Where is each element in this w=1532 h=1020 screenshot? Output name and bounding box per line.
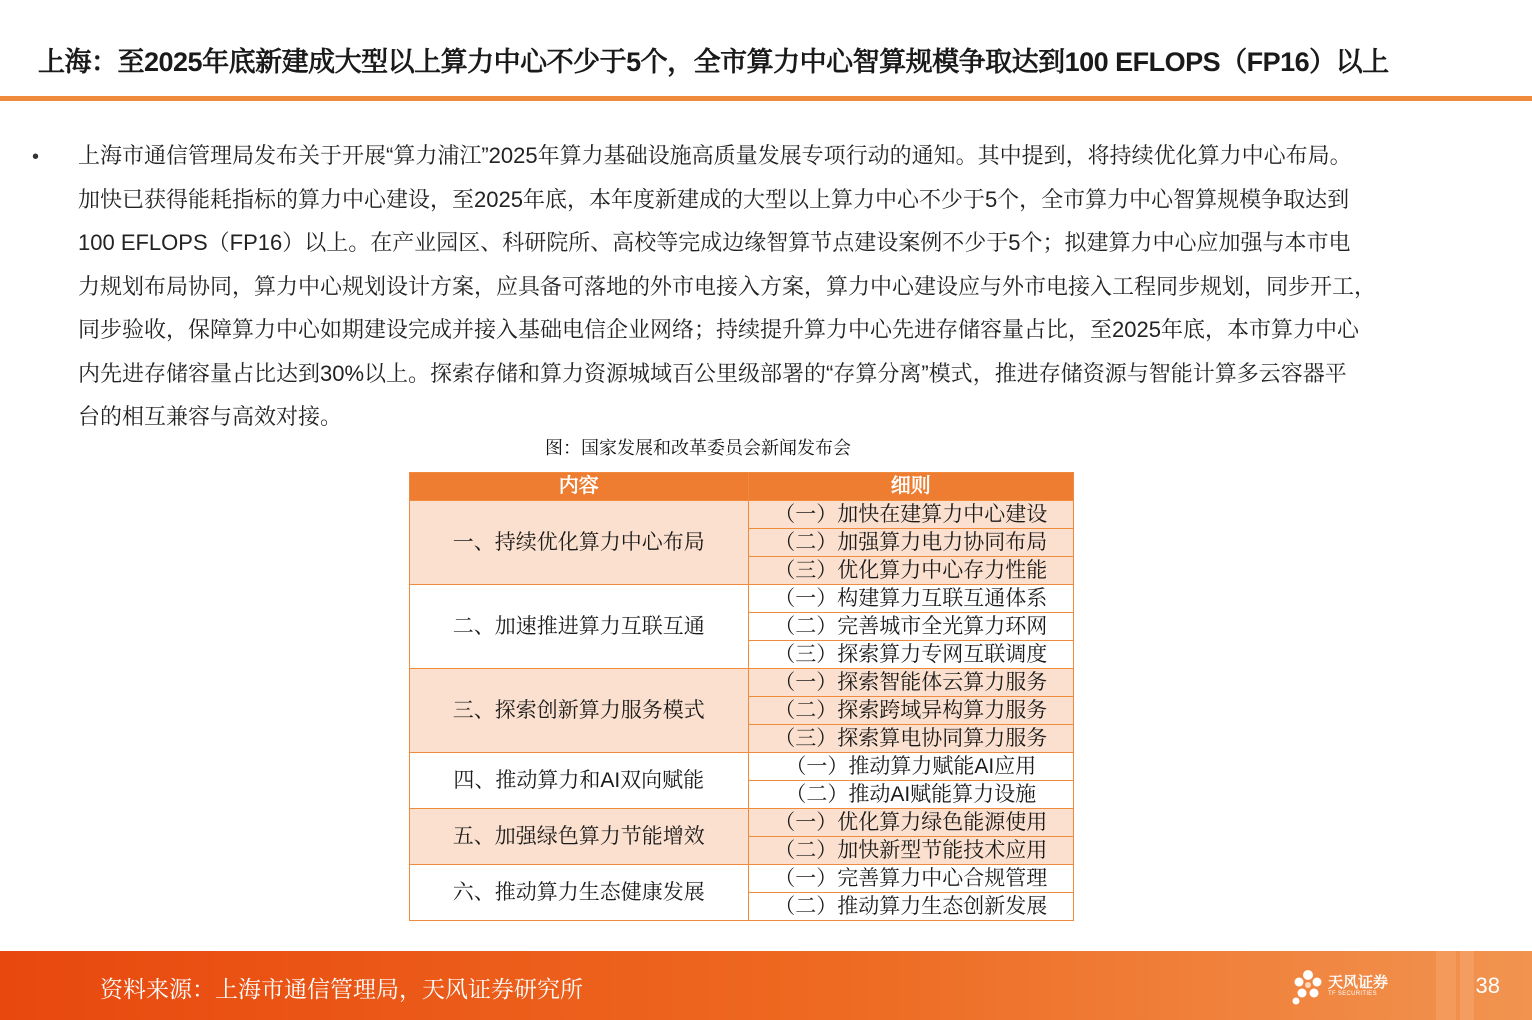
detail-cell: （一）优化算力绿色能源使用 <box>748 809 1074 837</box>
detail-cell: （二）推动AI赋能算力设施 <box>748 781 1074 809</box>
table-row <box>410 501 1074 529</box>
detail-cell: （一）完善算力中心合规管理 <box>748 865 1074 893</box>
source-note: 资料来源：上海市通信管理局，天风证券研究所 <box>100 976 583 1002</box>
table-row <box>410 809 1074 837</box>
detail-cell: （一）构建算力互联互通体系 <box>748 585 1074 613</box>
body-line: 台的相互兼容与高效对接。 <box>78 404 343 429</box>
body-line: 上海市通信管理局发布关于开展“算力浦江”2025年算力基础设施高质量发展专项行动的通知。其中提到，将持续优化算力中心布局。 <box>78 143 1352 168</box>
figure-caption: 图：国家发展和改革委员会新闻发布会 <box>545 438 851 458</box>
content-cell: 五、加强绿色算力节能增效 <box>410 809 749 865</box>
page-footer <box>0 951 1532 1020</box>
company-logo <box>1290 967 1410 1007</box>
detail-cell: （二）加强算力电力协同布局 <box>748 529 1074 557</box>
detail-cell: （二）加快新型节能技术应用 <box>748 837 1074 865</box>
title-divider <box>0 96 1532 101</box>
table-row <box>410 865 1074 893</box>
bullet-marker: • <box>32 146 40 168</box>
logo-subtext: TF SECURITIES <box>1328 991 1377 997</box>
detail-cell: （三）优化算力中心存力性能 <box>748 557 1074 585</box>
page-number-box <box>1436 951 1532 1020</box>
body-line: 同步验收，保障算力中心如期建设完成并接入基础电信企业网络；持续提升算力中心先进存储容量占比，至2025年底，本市算力中心 <box>78 317 1359 342</box>
header-detail: 细则 <box>748 473 1074 501</box>
body-line: 力规划布局协同，算力中心规划设计方案，应具备可落地的外市电接入方案，算力中心建设应与外市电接入工程同步规划，同步开工， <box>78 273 1377 299</box>
detail-cell: （三）探索算电协同算力服务 <box>748 725 1074 753</box>
content-cell: 三、探索创新算力服务模式 <box>410 669 749 753</box>
table-row <box>410 753 1074 781</box>
detail-cell: （一）加快在建算力中心建设 <box>748 501 1074 529</box>
table-row <box>410 669 1074 697</box>
content-cell: 一、持续优化算力中心布局 <box>410 501 749 585</box>
flower-logo-icon <box>1290 967 1326 1007</box>
content-cell: 四、推动算力和AI双向赋能 <box>410 753 749 809</box>
body-line: 加快已获得能耗指标的算力中心建设，至2025年底，本年度新建成的大型以上算力中心不少于5个，全市算力中心智算规模争取达到 <box>78 186 1350 212</box>
body-line: 内先进存储容量占比达到30%以上。探索存储和算力资源城域百公里级部署的“存算分离”模式，推进存储资源与智能计算多云容器平 <box>78 360 1347 386</box>
content-cell: 六、推动算力生态健康发展 <box>410 865 749 921</box>
logo-wordmark: 天风证券 <box>1328 974 1389 991</box>
page-title: 上海：至2025年底新建成大型以上算力中心不少于5个，全市算力中心智算规模争取达到100 EFLOPS（FP16）以上 <box>38 47 1389 77</box>
detail-cell: （二）完善城市全光算力环网 <box>748 613 1074 641</box>
detail-cell: （二）推动算力生态创新发展 <box>748 893 1074 921</box>
body-line: 100 EFLOPS（FP16）以上。在产业园区、科研院所、高校等完成边缘智算节点建设案例不少于5个；拟建算力中心应加强与本市电 <box>78 230 1351 255</box>
table-header-row <box>410 473 1074 501</box>
table-row <box>410 585 1074 613</box>
body-paragraph <box>78 134 1518 439</box>
page-number: 38 <box>1475 973 1500 998</box>
page-header <box>0 0 1532 102</box>
header-content: 内容 <box>410 473 749 501</box>
action-plan-table <box>409 472 1074 921</box>
detail-cell: （一）探索智能体云算力服务 <box>748 669 1074 697</box>
detail-cell: （一）推动算力赋能AI应用 <box>748 753 1074 781</box>
detail-cell: （二）探索跨域异构算力服务 <box>748 697 1074 725</box>
content-cell: 二、加速推进算力互联互通 <box>410 585 749 669</box>
detail-cell: （三）探索算力专网互联调度 <box>748 641 1074 669</box>
